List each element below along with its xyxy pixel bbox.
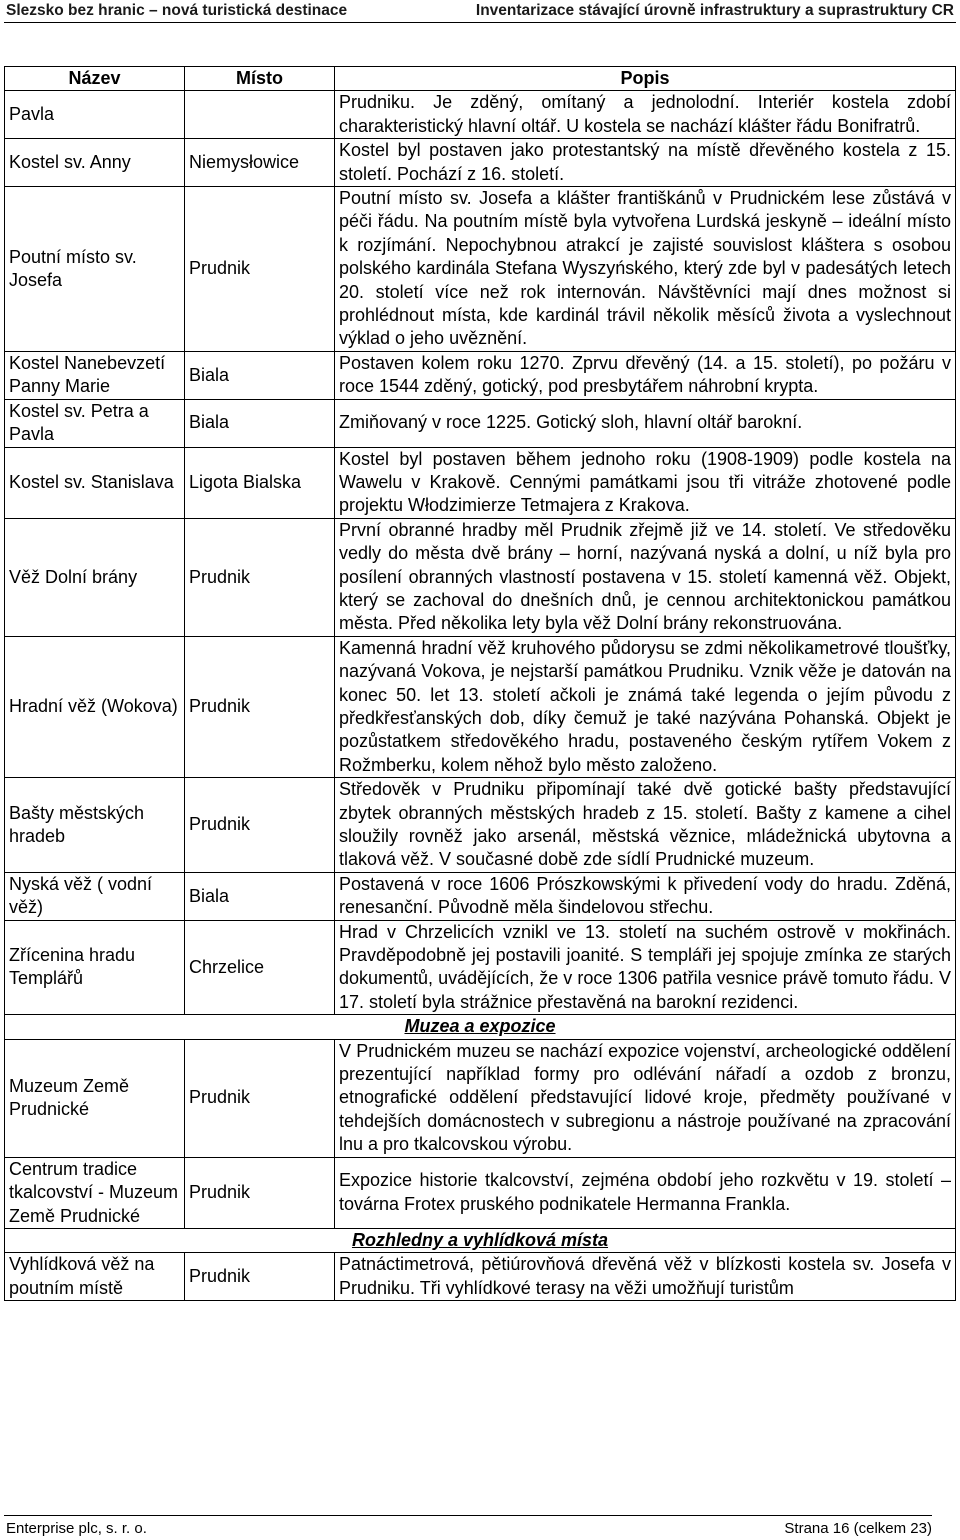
table-body-museums [5,1039,956,1228]
cell-description: Patnáctimetrová, pětiúrovňová dřevěná věž v blízkosti kostela sv. Josefa v Prudniku. Tři vyhlídkové terasy na věži umožňují turistům [335,1253,956,1301]
section-row [5,1228,956,1252]
cell-name: Muzeum Země Prudnické [5,1039,185,1157]
table-row [5,187,956,352]
table-row [5,1253,956,1301]
header-title: Slezsko bez hranic – nová turistická destinace [6,2,348,19]
cell-name: Kostel Nanebevzetí Panny Marie [5,351,185,399]
cell-description: V Prudnickém muzeu se nachází expozice vojenství, archeologické oddělení prezentující například formy pro odlévání nářadí a ozdob z bronzu, etnografické oddělení představující lidové kroje, předměty používané v tehdejších domácnostech v subregionu a nástroje používané na zpracování lnu a pro tkalcovskou výrobu. [335,1039,956,1157]
cell-place: Prudnik [185,1253,335,1301]
table-row [5,518,956,636]
section-row [5,1015,956,1039]
cell-description: Poutní místo sv. Josefa a klášter františkánů v Prudnickém lese zůstává v péči řádu. Na poutním místě byla vytvořena Lurdská jeskyně – ideální místo k rozjímání. Nepochybnou atrakcí je zajisté souvislost kláštera s osobou polského kardinála Stefana Wyszyńského, který zde byl v padesátých letech 20. století více než rok internován. Návštěvníci mají dnes možnost si prohlédnout místa, kde kardinál trávil několik měsíců života a vyslechnout výklad o jeho uvěznění. [335,187,956,352]
cell-name: Věž Dolní brány [5,518,185,636]
section-title-views: Rozhledny a vyhlídková místa [351,1229,609,1250]
cell-description: Hrad v Chrzelicích vznikl ve 13. století na suchém ostrově v mokřinách. Pravděpodobně jej postavili joanité. S templáři jej spojuje zmínka ze starých dokumentů, uvádějících, že v roce 1306 patřila vesnice právě tomuto řádu. V 17. století byla strážnice přestavěná na barokní rezidenci. [335,920,956,1015]
cell-place: Prudnik [185,187,335,352]
cell-place: Prudnik [185,1157,335,1228]
table-row [5,399,956,447]
cell-name: Zřícenina hradu Templářů [5,920,185,1015]
page-footer [4,1515,932,1540]
table-row [5,139,956,187]
section-title-museums: Muzea a expozice [404,1016,556,1037]
cell-description: Prudniku. Je zděný, omítaný a jednolodní. Interiér kostela zdobí charakteristický hlavní oltář. U kostela se nachází klášter řádu Bonifratrů. [335,91,956,139]
table-body-viewpoints [5,1253,956,1301]
table-row [5,351,956,399]
footer-page-number: Strana 16 (celkem 23) [784,1520,932,1537]
table-row [5,920,956,1015]
inventory-table [4,66,956,1301]
cell-description: Expozice historie tkalcovství, zejména období jeho rozkvětu v 19. století – továrna Frotex pruského podnikatele Hermanna Frankla. [335,1157,956,1228]
cell-place: Biala [185,399,335,447]
table-row [5,1157,956,1228]
cell-place: Biala [185,351,335,399]
cell-place: Prudnik [185,518,335,636]
table-row [5,636,956,777]
column-header-description: Popis [335,67,956,91]
cell-description: Kostel byl postaven jako protestantský na místě dřevěného kostela z 15. století. Pochází z 16. století. [335,139,956,187]
footer-company: Enterprise plc, s. r. o. [6,1520,147,1537]
cell-place [185,91,335,139]
cell-name: Bašty městských hradeb [5,778,185,873]
cell-place: Prudnik [185,1039,335,1157]
cell-place: Prudnik [185,778,335,873]
table-row [5,778,956,873]
cell-description: Kamenná hradní věž kruhového půdorysu se zdmi několikametrové tloušťky, nazývaná Vokova, je nejstarší památkou Prudniku. Vznik věže je datován na konec 50. let 13. století ačkoli je známá také legenda o jejím původu z předkřesťanských dob, díky čemuž je také nazývána Pohanská. Objekt je pozůstatkem středověkého hradu, postaveného českým rytířem Vokem z Rožmberku, kolem něhož bylo město založeno. [335,636,956,777]
table-body-sights [5,91,956,1015]
cell-description: Postaven kolem roku 1270. Zprvu dřevěný (14. a 15. století), po požáru v roce 1544 zděný, gotický, pod presbytářem náhrobní krypta. [335,351,956,399]
cell-place: Niemysłowice [185,139,335,187]
cell-description: Postavená v roce 1606 Prószkowskými k přivedení vody do hradu. Zděná, renesanční. Původně měla šindelovou střechu. [335,872,956,920]
cell-description: Kostel byl postaven během jednoho roku (1908-1909) podle kostela na Wawelu v Krakově. Cennými památkami jsou tři vitráže zhotovené podle projektu Włodzimierze Tetmajera z Krakova. [335,447,956,518]
table-row [5,872,956,920]
cell-name: Poutní místo sv. Josefa [5,187,185,352]
cell-name: Kostel sv. Anny [5,139,185,187]
cell-name: Centrum tradice tkalcovství - Muzeum Země Prudnické [5,1157,185,1228]
cell-name: Kostel sv. Stanislava [5,447,185,518]
cell-name: Vyhlídková věž na poutním místě [5,1253,185,1301]
column-header-name: Název [5,67,185,91]
cell-name: Pavla [5,91,185,139]
cell-name: Nyská věž ( vodní věž) [5,872,185,920]
column-header-place: Místo [185,67,335,91]
header-subtitle: Inventarizace stávající úrovně infrastruktury a suprastruktury CR [475,2,954,19]
table-row [5,447,956,518]
page-header [4,0,956,23]
cell-description: První obranné hradby měl Prudnik zřejmě již ve 14. století. Ve středověku vedly do města dvě brány – horní, nazývaná nyská a dolní, u níž byla pro posílení obranných vlastností postavena v 15. století kamenná věž. Objekt, který se zachoval do dnešních dnů, je cennou architektonickou památkou města. Před několika lety byla věž Dolní brány rekonstruována. [335,518,956,636]
cell-name: Kostel sv. Petra a Pavla [5,399,185,447]
table-row [5,1039,956,1157]
table-header-row [5,67,956,91]
cell-place: Biala [185,872,335,920]
cell-place: Chrzelice [185,920,335,1015]
cell-name: Hradní věž (Wokova) [5,636,185,777]
cell-description: Zmiňovaný v roce 1225. Gotický sloh, hlavní oltář barokní. [335,399,956,447]
cell-place: Ligota Bialska [185,447,335,518]
table-row [5,91,956,139]
cell-description: Středověk v Prudniku připomínají také dvě gotické bašty představující zbytek obranných městských hradeb z 15. století. Bašty z kamene a cihel sloužily rovněž jako arsenál, městská věznice, mládežnická ubytovna a tlaková věž. V současné době zde sídlí Prudnické muzeum. [335,778,956,873]
cell-place: Prudnik [185,636,335,777]
